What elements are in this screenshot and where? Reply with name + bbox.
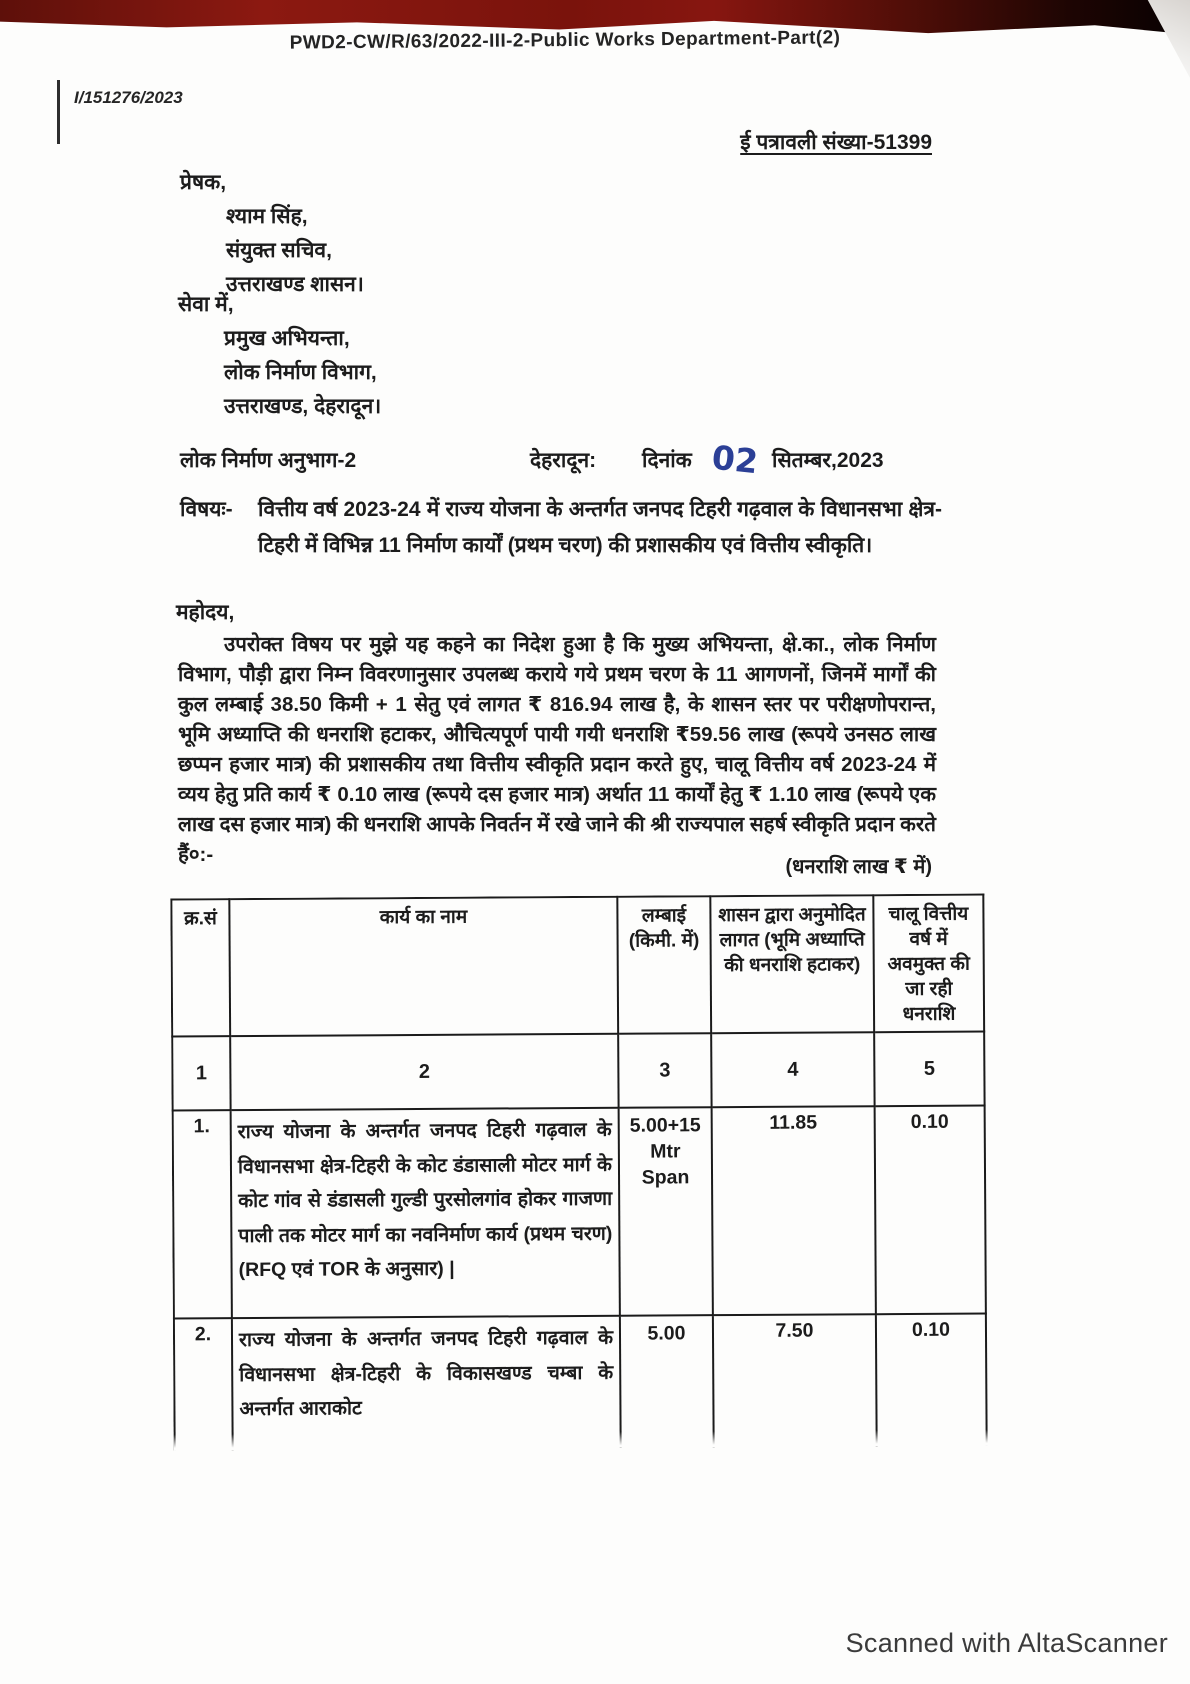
subject-block [180,492,942,564]
date-month-year: सितम्बर,2023 [772,449,884,472]
row1-serial: 1. [173,1110,232,1318]
sender-org: उत्तराखण्ड शासन। [226,273,364,296]
recipient-label: सेवा में, [178,293,234,316]
header-work-name: कार्य का नाम [229,897,618,1036]
subject-text: वित्तीय वर्ष 2023-24 में राज्य योजना के अन्तर्गत जनपद टिहरी गढ़वाल के विधानसभा क्षेत्र- टिहरी में विभिन्न 11 निर्माण कार्यों (प्रथम चरण) की प्रशासकीय एवं वित्तीय स्वीकृति। [258,498,942,557]
header-approved-cost: शासन द्वारा अनुमोदित लागत (भूमि अध्याप्ति की धनराशि हटाकर) [710,895,874,1033]
sender-block [180,166,364,302]
sender-designation: संयुक्त सचिव, [226,239,332,262]
amount-unit-note: (धनराशि लाख ₹ में) [785,856,932,878]
recipient-place: उत्तराखण्ड, देहरादून। [224,395,382,418]
column-number-2: 2 [230,1034,618,1110]
row2-work-name: राज्य योजना के अन्तर्गत जनपद टिहरी गढ़वाल के विधानसभा क्षेत्र-टिहरी के विकासखण्ड चम्बा के अन्तर्गत आराकोट [232,1316,621,1451]
header-release-amount: चालू वित्तीय वर्ष में अवमुक्त की जा रही धनराशि [873,895,984,1033]
recipient-name: प्रमुख अभियन्ता, [224,327,350,350]
column-number-4: 4 [711,1032,874,1107]
works-table-wrap [170,894,989,1451]
date-label: दिनांक [642,449,692,472]
row2-length: 5.00 [620,1315,714,1450]
header-length: लम्बाई (किमी. में) [617,896,711,1034]
subject-label: विषयः- [180,498,233,521]
file-number-margin-bar [57,80,60,144]
row1-release-amount: 0.10 [875,1106,986,1315]
handwritten-date-day: 02 [710,437,760,482]
salutation: महोदय, [176,601,235,624]
column-number-5: 5 [874,1032,984,1107]
row1-approved-cost: 11.85 [712,1106,876,1315]
recipient-dept: लोक निर्माण विभाग, [224,361,377,384]
body-paragraph: उपरोक्त विषय पर मुझे यह कहने का निदेश हुआ है कि मुख्य अभियन्ता, क्षे.का., लोक निर्माण विभाग, पौड़ी द्वारा निम्न विवरणानुसार उपलब्ध कराये गये प्रथम चरण के 11 आगणनों, जिनमें मार्गों की कुल लम्बाई 38.50 किमी + 1 सेतु एवं लागत ₹ 816.94 लाख है, के शासन स्तर पर परीक्षणोपरान्त, भूमि अध्याप्ति की धनराशि हटाकर, औचित्यपूर्ण पायी गयी धनराशि ₹59.56 लाख (रूपये उनसठ लाख छप्पन हजार मात्र) की प्रशासकीय तथा वित्तीय स्वीकृति प्रदान करते हुए, चालू वित्तीय वर्ष 2023-24 में व्यय हेतु प्रति कार्य ₹ 0.10 लाख (रूपये दस हजार मात्र) अर्थात 11 कार्यों हेतु ₹ 1.10 लाख (रूपये एक लाख दस हजार मात्र) की धनराशि आपके निवर्तन में रखे जाने की श्री राज्यपाल सहर्ष स्वीकृति प्रदान करते हैं०:- [178,633,936,866]
row2-serial: 2. [174,1318,233,1450]
section-date-line [0,437,1190,486]
efile-number: ई पत्रावली संख्या-51399 [740,131,932,154]
table-row [173,1106,986,1319]
scanner-credit: Scanned with AltaScanner [845,1628,1168,1658]
table-header-row [171,895,984,1037]
sender-name: श्याम सिंह, [226,205,308,228]
row1-work-name: राज्य योजना के अन्तर्गत जनपद टिहरी गढ़वाल के विधानसभा क्षेत्र-टिहरी के कोट डंडासाली मोटर मार्ग के कोट गांव से डंडासली गुल्डी पुरसोलगांव होकर गाजणा पाली तक मोटर मार्ग का नवनिर्माण कार्य (प्रथम चरण) (RFQ एवं TOR के अनुसार) | [231,1108,620,1318]
column-number-1: 1 [172,1036,230,1110]
row1-length: 5.00+15 Mtr Span [619,1107,713,1316]
department-reference: PWD2-CW/R/63/2022-III-2-Public Works Department-Part(2) [289,27,841,54]
recipient-block [178,288,381,424]
works-table [170,894,988,1451]
header-serial: क्र.सं [171,899,230,1036]
place-name: देहरादून: [530,449,597,472]
row2-approved-cost: 7.50 [713,1314,877,1450]
column-number-row [172,1032,984,1111]
file-number: I/151276/2023 [74,88,183,107]
column-number-3: 3 [618,1033,711,1108]
section-name: लोक निर्माण अनुभाग-2 [180,449,357,472]
row2-release-amount: 0.10 [876,1314,987,1451]
sender-label: प्रेषक, [180,171,227,194]
